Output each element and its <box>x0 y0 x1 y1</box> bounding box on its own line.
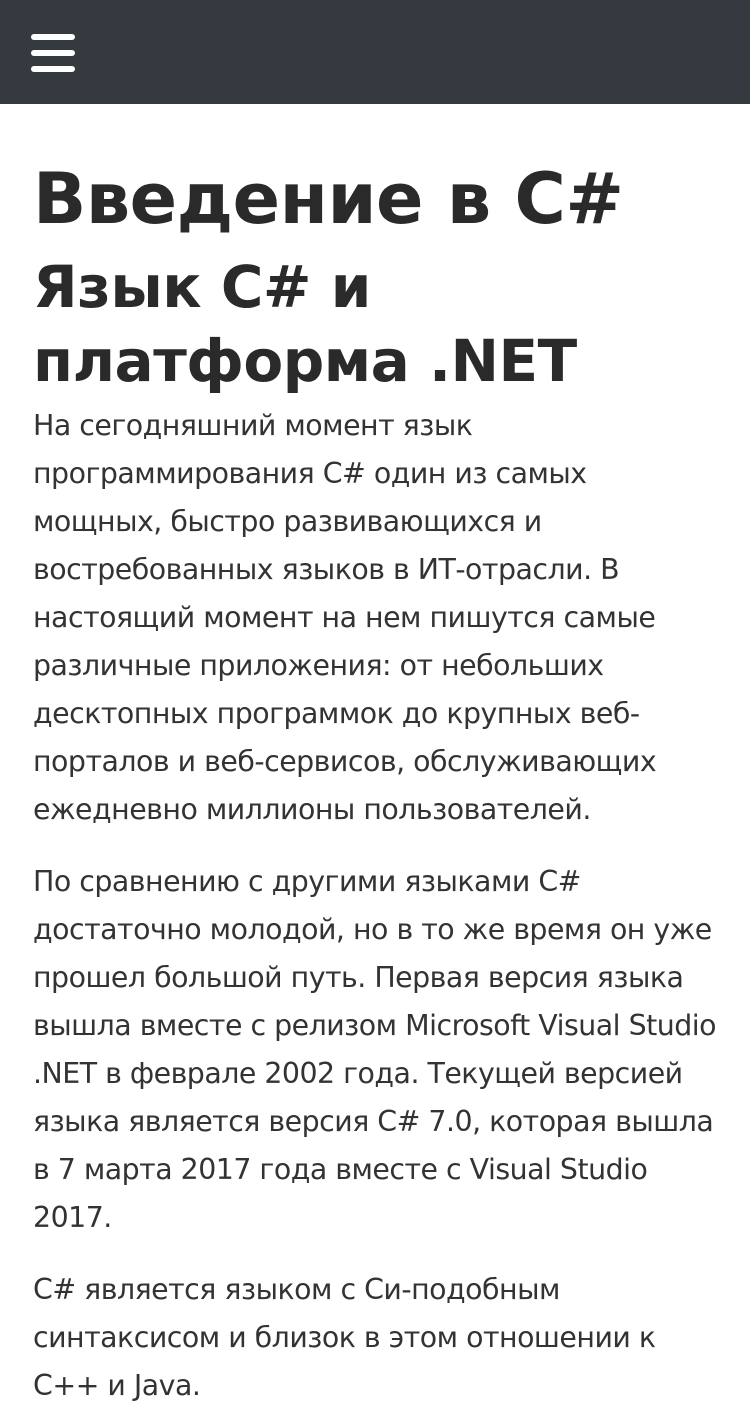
hamburger-menu-icon-bar <box>31 50 75 56</box>
section-title: Язык C# и платформа .NET <box>33 253 577 395</box>
hamburger-menu-button[interactable] <box>30 32 76 74</box>
article-content <box>33 104 723 1410</box>
article-paragraph: C# является языком с Си-подобным синтаксисом и близок в этом отношении к C++ и Java. <box>33 1273 656 1402</box>
top-navbar <box>0 0 750 104</box>
hamburger-menu-icon <box>31 34 75 40</box>
page-title: Введение в C# <box>33 158 624 240</box>
hamburger-menu-icon-bar <box>31 66 75 72</box>
article-paragraph: На сегодняшний момент язык программирования C# один из самых мощных, быстро развивающихся и востребованных языков в ИТ-отрасли. В настоящий момент на нем пишутся самые различные приложения: от небольших десктопных программок до крупных веб-порталов и веб-сервисов, обслуживающих ежедневно миллионы пользователей. <box>33 409 657 826</box>
article-paragraph: По сравнению с другими языками C# достаточно молодой, но в то же время он уже прошел большой путь. Первая версия языка вышла вместе с релизом Microsoft Visual Studio .NET в феврале 2002 года. Текущей версией языка является версия C# 7.0, которая вышла в 7 марта 2017 года вместе с Visual Studio 2017. <box>33 865 717 1234</box>
